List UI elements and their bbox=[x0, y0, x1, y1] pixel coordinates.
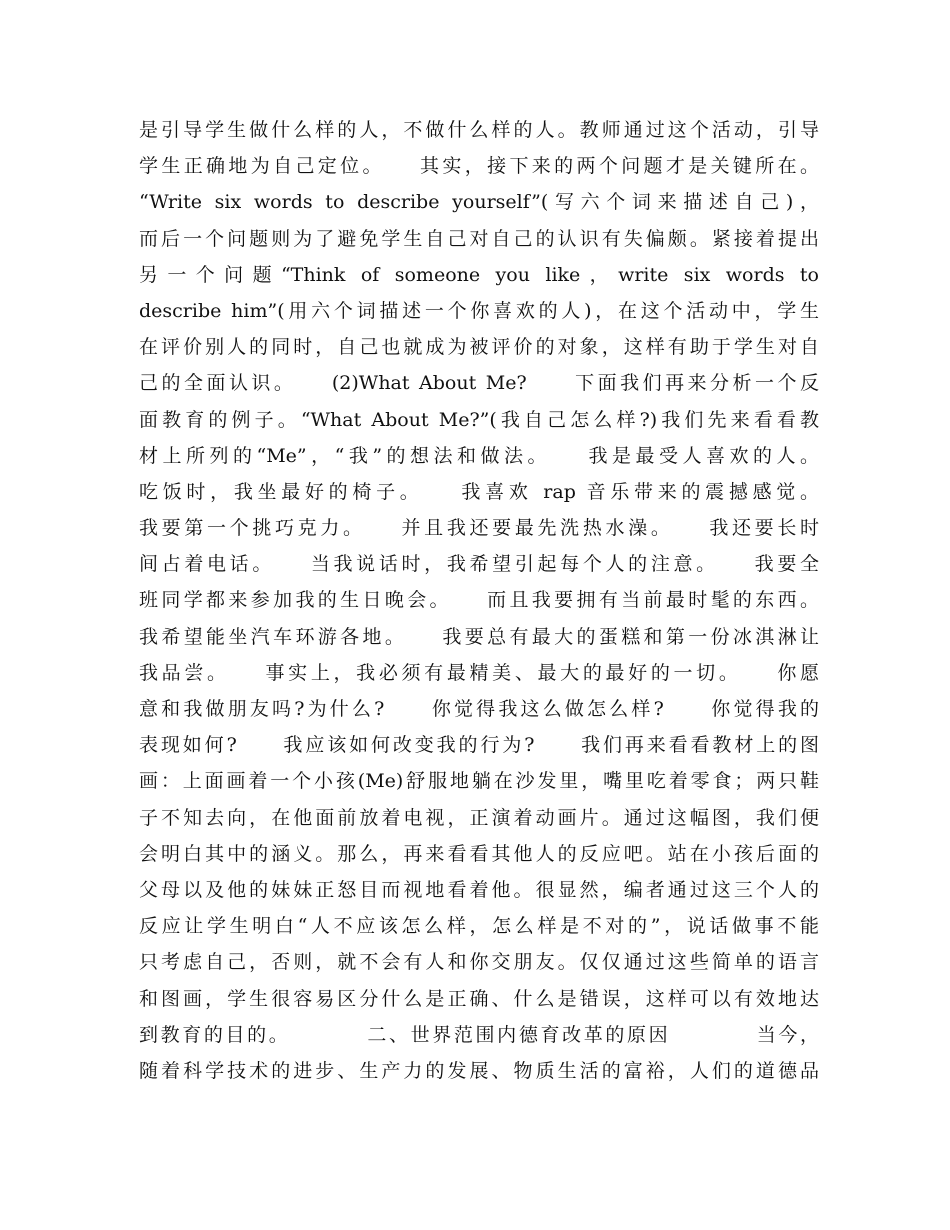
text-line: 画：上面画着一个小孩(Me)舒服地躺在沙发里，嘴里吃着零食；两只鞋 bbox=[139, 770, 819, 793]
text-line: 而后一个问题则为了避免学生自己对自己的认识有失偏颇。紧接着提出 bbox=[139, 227, 819, 250]
text-line: describe him”(用六个词描述一个你喜欢的人)，在这个活动中，学生 bbox=[139, 299, 819, 322]
text-line: 学生正确地为自己定位。 其实，接下来的两个问题才是关键所在。 bbox=[139, 155, 819, 178]
text-line: “Write six words to describe yourself”(写六个词来描述自己)， bbox=[139, 191, 819, 214]
text-line: 在评价别人的同时，自己也就成为被评价的对象，这样有助于学生对自 bbox=[139, 336, 819, 359]
text-line: 吃饭时，我坐最好的椅子。 我喜欢 rap 音乐带来的震撼感觉。 bbox=[139, 480, 819, 503]
text-line: 间占着电话。 当我说话时，我希望引起每个人的注意。 我要全 bbox=[139, 553, 819, 576]
text-line: 我品尝。 事实上，我必须有最精美、最大的最好的一切。 你愿 bbox=[139, 661, 819, 684]
text-line: 己的全面认识。 (2)What About Me? 下面我们再来分析一个反 bbox=[139, 372, 819, 395]
text-line: 和图画，学生很容易区分什么是正确、什么是错误，这样可以有效地达 bbox=[139, 987, 819, 1010]
body-text bbox=[139, 112, 819, 1089]
text-line: 面教育的例子。“What About Me?”(我自己怎么样?)我们先来看看教 bbox=[139, 408, 819, 431]
text-line: 反应让学生明白“人不应该怎么样，怎么样是不对的”，说话做事不能 bbox=[139, 915, 819, 938]
text-line: 是引导学生做什么样的人，不做什么样的人。教师通过这个活动，引导 bbox=[139, 119, 819, 141]
text-line: 子不知去向，在他面前放着电视，正演着动画片。通过这幅图，我们便 bbox=[139, 806, 819, 829]
text-line: 会明白其中的涵义。那么，再来看看其他人的反应吧。站在小孩后面的 bbox=[139, 842, 819, 865]
text-line: 材上所列的“Me”，“我”的想法和做法。 我是最受人喜欢的人。 bbox=[139, 444, 819, 467]
text-line: 我要第一个挑巧克力。 并且我还要最先洗热水澡。 我还要长时 bbox=[139, 517, 819, 540]
text-line: 意和我做朋友吗?为什么? 你觉得我这么做怎么样? 你觉得我的 bbox=[139, 698, 819, 720]
text-line: 我希望能坐汽车环游各地。 我要总有最大的蛋糕和第一份冰淇淋让 bbox=[139, 625, 819, 648]
text-line: 另一个问题“Think of someone you like，write six words to bbox=[139, 263, 819, 286]
text-line: 随着科学技术的进步、生产力的发展、物质生活的富裕，人们的道德品 bbox=[139, 1059, 819, 1082]
text-line: 班同学都来参加我的生日晚会。 而且我要拥有当前最时髦的东西。 bbox=[139, 589, 819, 612]
text-line: 只考虑自己，否则，就不会有人和你交朋友。仅仅通过这些简单的语言 bbox=[139, 951, 819, 974]
text-line: 父母以及他的妹妹正怒目而视地看着他。很显然，编者通过这三个人的 bbox=[139, 878, 819, 901]
text-line: 表现如何? 我应该如何改变我的行为? 我们再来看看教材上的图 bbox=[139, 734, 819, 757]
text-line: 到教育的目的。 二、世界范围内德育改革的原因 当今， bbox=[139, 1023, 819, 1046]
